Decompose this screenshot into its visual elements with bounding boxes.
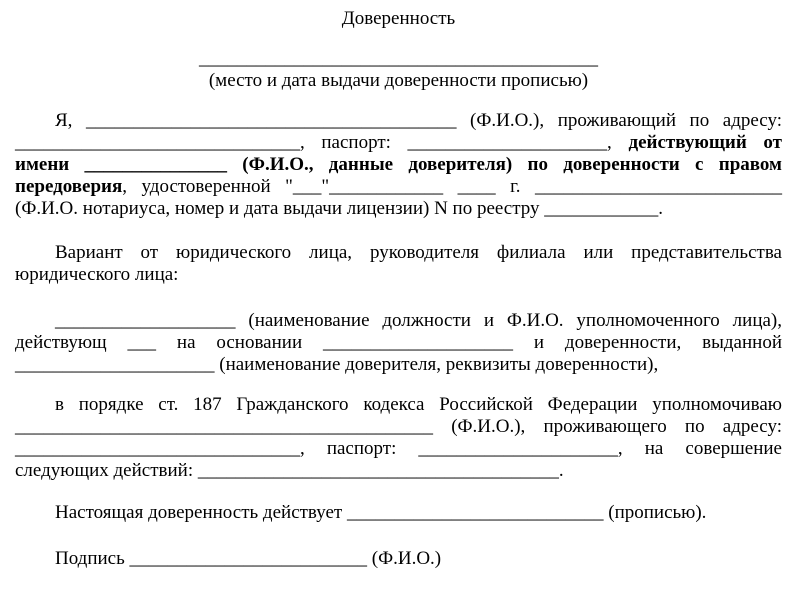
paragraph-signature xyxy=(15,548,782,570)
p3-line3: _____________________ (наименование доверителя, реквизиты доверенности), xyxy=(15,354,659,375)
p1-line4-bold-text: передоверия xyxy=(15,176,123,197)
p1-line4 xyxy=(15,176,782,198)
p3-line1: ___________________ (наименование должности и Ф.И.О. уполномоченного лица), xyxy=(55,310,782,331)
paragraph-legal-entity-variant xyxy=(15,242,782,286)
p1-line4-regular-text: , удостоверенной "___"____________ ____ г. __________________________ xyxy=(122,176,782,197)
p3-line2: действующ ___ на основании ____________________ и доверенности, выданной xyxy=(15,332,782,353)
header-blank-line: __________________________________________ xyxy=(199,48,598,69)
p5-line1: Настоящая доверенность действует ___________________________ (прописью). xyxy=(55,502,707,523)
p4-line4: следующих действий: ______________________________________. xyxy=(15,460,564,481)
p4-line2: ____________________________________________ (Ф.И.О.), проживающего по адресу: xyxy=(15,416,782,437)
p1-line2-regular-text: ______________________________, паспорт: _____________________, xyxy=(15,132,629,153)
p4-line3: ______________________________, паспорт: _____________________, на совершение xyxy=(15,438,782,459)
p1-line2 xyxy=(15,132,782,154)
p1-line1: Я, _______________________________________ (Ф.И.О.), проживающий по адресу: xyxy=(55,110,782,131)
p1-line2-bold-text: действующий от xyxy=(628,132,782,153)
paragraph-authorized-person xyxy=(15,310,782,376)
p6-line1: Подпись _________________________ (Ф.И.О.) xyxy=(55,548,442,569)
p2-line1: Вариант от юридического лица, руководителя филиала или представительства xyxy=(55,242,782,263)
p1-line5: (Ф.И.О. нотариуса, номер и дата выдачи лицензии) N по реестру ____________. xyxy=(15,198,664,219)
document-title: Доверенность xyxy=(341,8,456,29)
header-caption: (место и дата выдачи доверенности прописью) xyxy=(208,70,589,91)
p4-line1: в порядке ст. 187 Гражданского кодекса Российской Федерации уполномочиваю xyxy=(55,394,782,415)
paragraph-validity-term xyxy=(15,502,782,524)
paragraph-principal-info xyxy=(15,110,782,220)
p2-line2: юридического лица: xyxy=(15,264,179,285)
p1-line3: имени _______________ (Ф.И.О., данные доверителя) по доверенности с правом xyxy=(15,154,782,175)
paragraph-authorization xyxy=(15,394,782,482)
